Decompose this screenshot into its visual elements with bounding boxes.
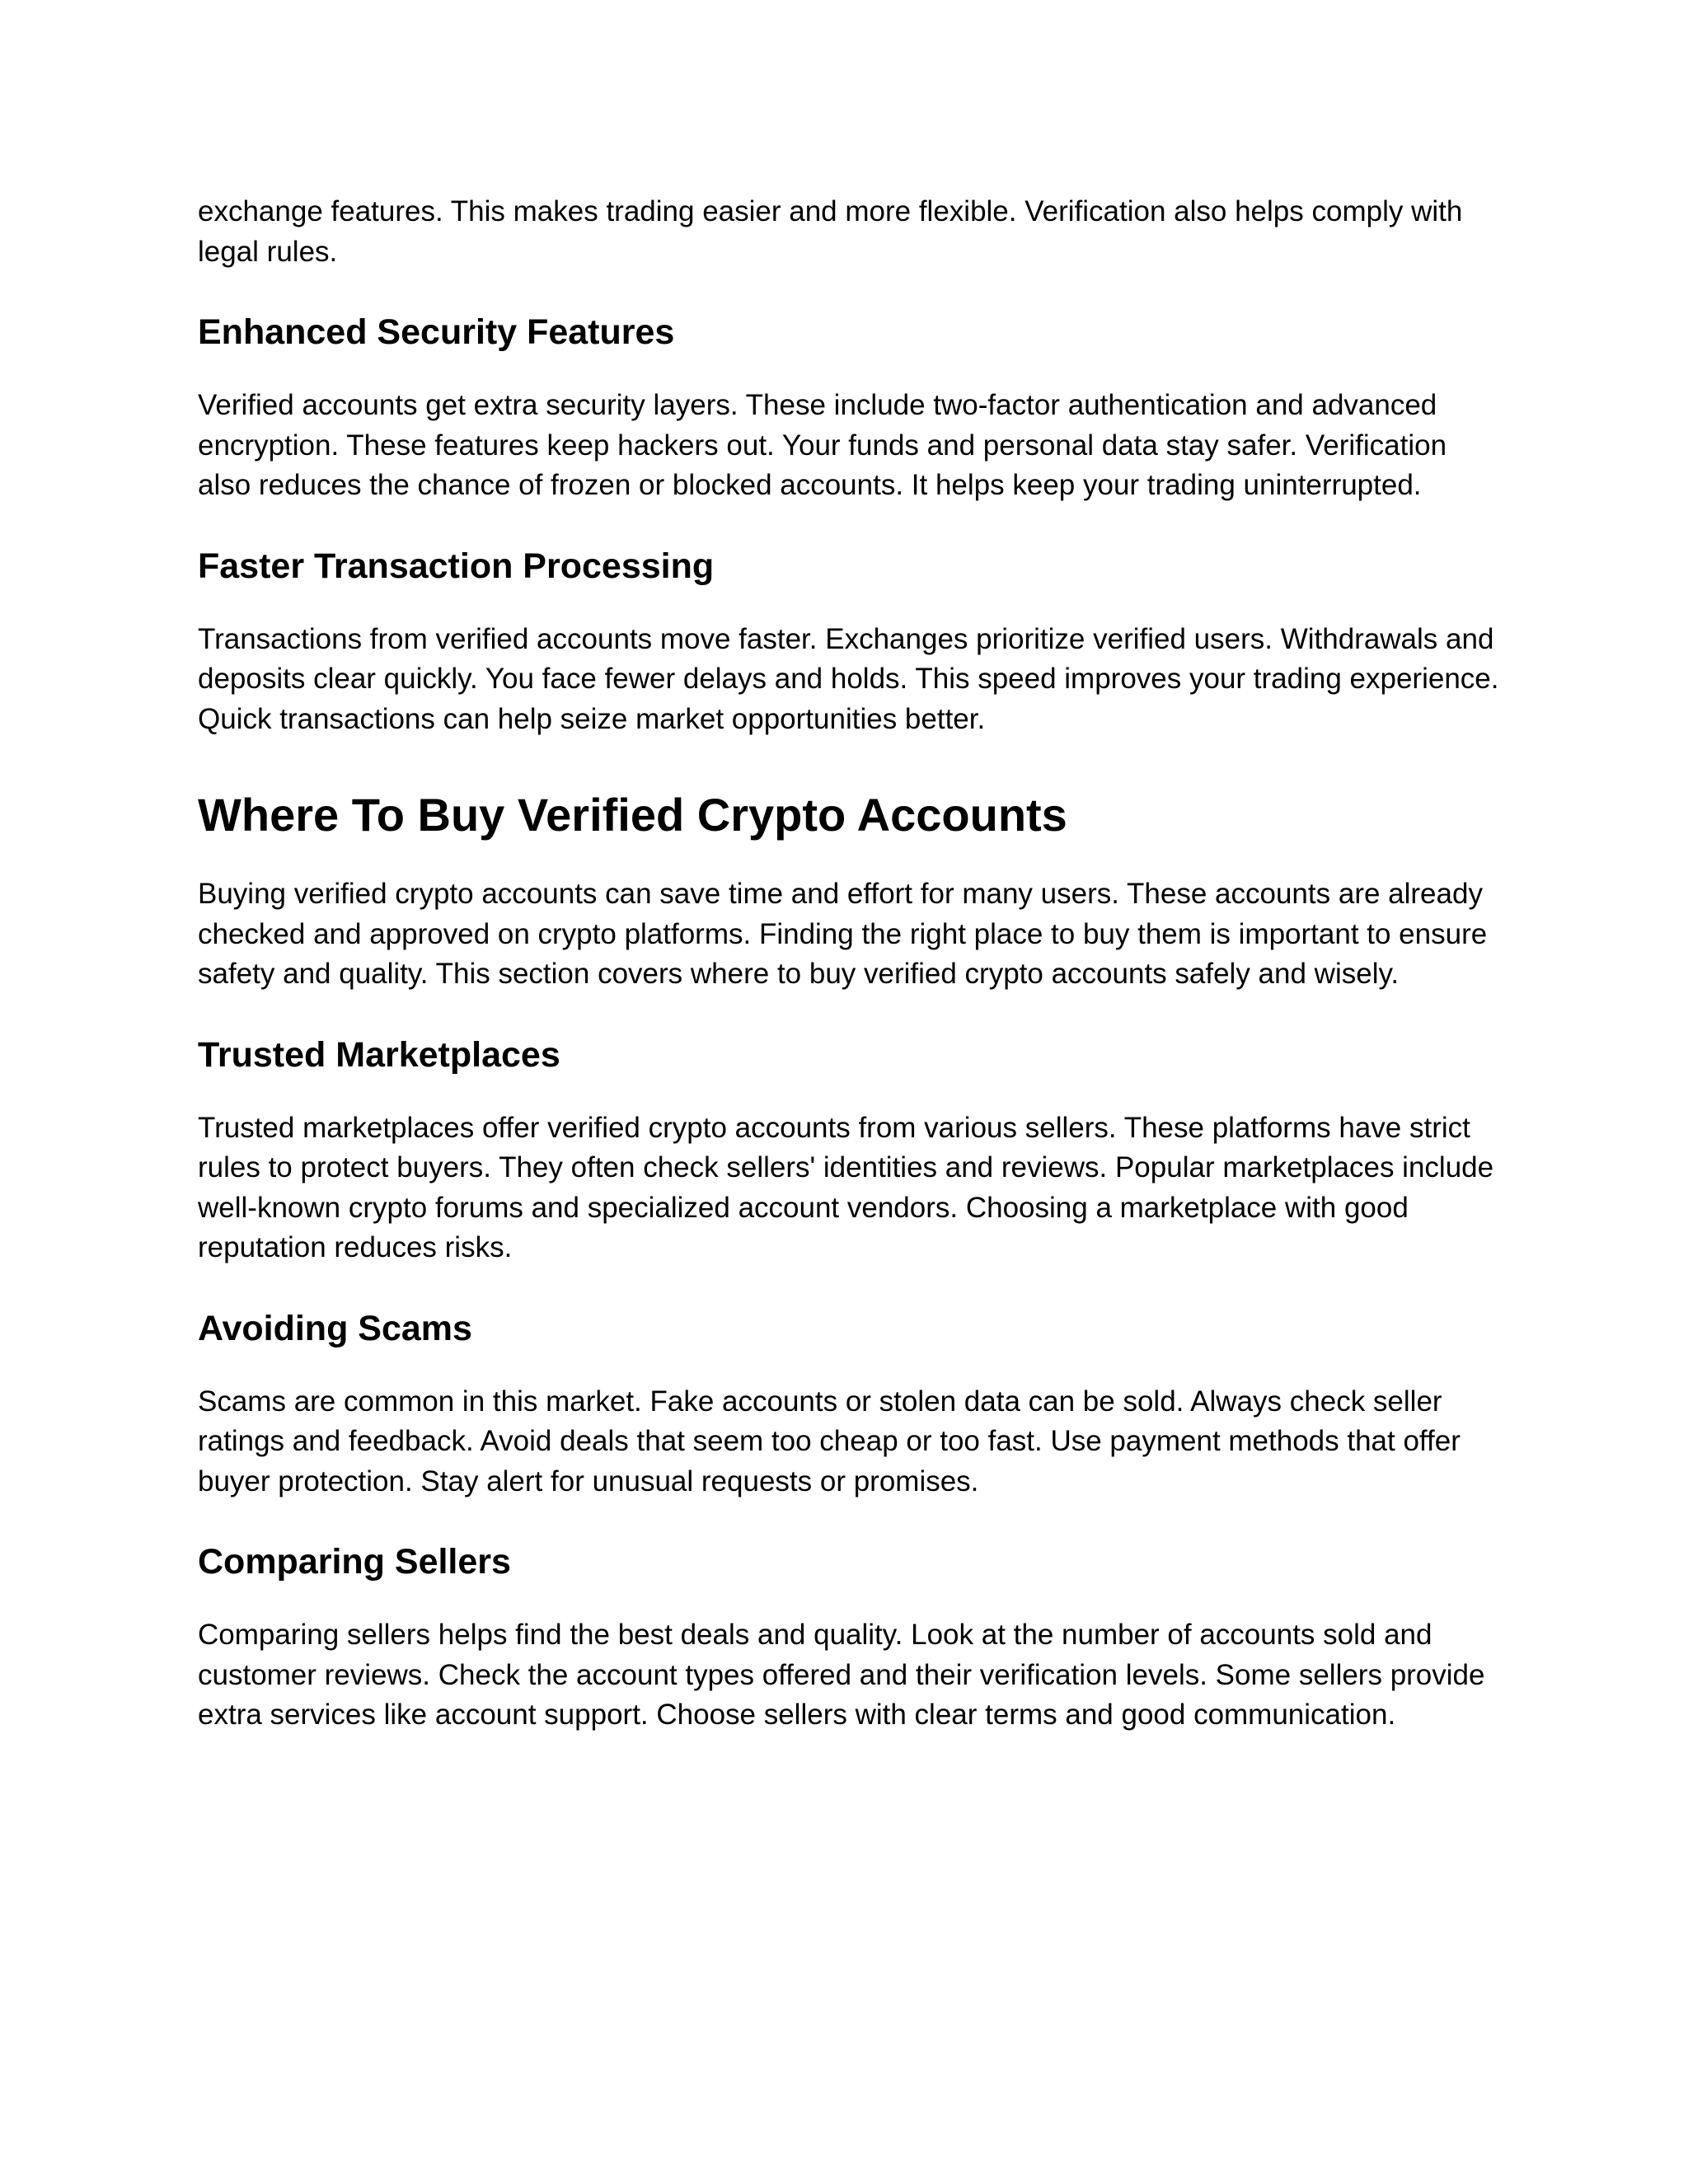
subsection-heading-sellers: Comparing Sellers [198,1542,511,1582]
section-heading-transactions: Faster Transaction Processing [198,546,715,586]
main-section-intro: Buying verified crypto accounts can save time and effort for many users. These accounts are already checked and approved on crypto platforms. Finding the right place to buy them is important to ensure safety and quality. This section covers where to buy verified crypto accounts safely and wisely. [198,878,1488,990]
subsection-heading-scams: Avoiding Scams [198,1308,472,1348]
main-section-title: Where To Buy Verified Crypto Accounts [198,789,1067,841]
section-body-transactions: Transactions from verified accounts move faster. Exchanges prioritize verified users. Withdrawals and deposits clear quickly. You face fewer delays and holds. This speed improves your trading experience. Quick transactions can help seize market opportunities better. [198,622,1499,735]
subsection-body-sellers: Comparing sellers helps find the best deals and quality. Look at the number of accounts sold and customer reviews. Check the account types offered and their verification levels. Some sellers provide extra services like account support. Choose sellers with clear terms and good communication. [198,1619,1485,1731]
section-heading-security: Enhanced Security Features [198,312,675,352]
section-body-security: Verified accounts get extra security layers. These include two-factor authentication and advanced encryption. These features keep hackers out. Your funds and personal data stay safer. Verification also reduces the chance of frozen or blocked accounts. It helps keep your trading uninterrupted. [198,389,1447,501]
intro-paragraph: exchange features. This makes trading easier and more flexible. Verification also helps comply with legal rules. [198,195,1463,268]
subsection-body-marketplaces: Trusted marketplaces offer verified crypto accounts from various sellers. These platforms have strict rules to protect buyers. They often check sellers' identities and reviews. Popular marketplaces include well-known crypto forums and specialized account vendors. Choosing a marketplace with good reputation reduces risks. [198,1111,1494,1263]
document-content [198,192,1500,1736]
subsection-heading-marketplaces: Trusted Marketplaces [198,1034,560,1075]
subsection-body-scams: Scams are common in this market. Fake accounts or stolen data can be sold. Always check seller ratings and feedback. Avoid deals that seem too cheap or too fast. Use payment methods that offer buyer protection. Stay alert for unusual requests or promises. [198,1385,1461,1497]
